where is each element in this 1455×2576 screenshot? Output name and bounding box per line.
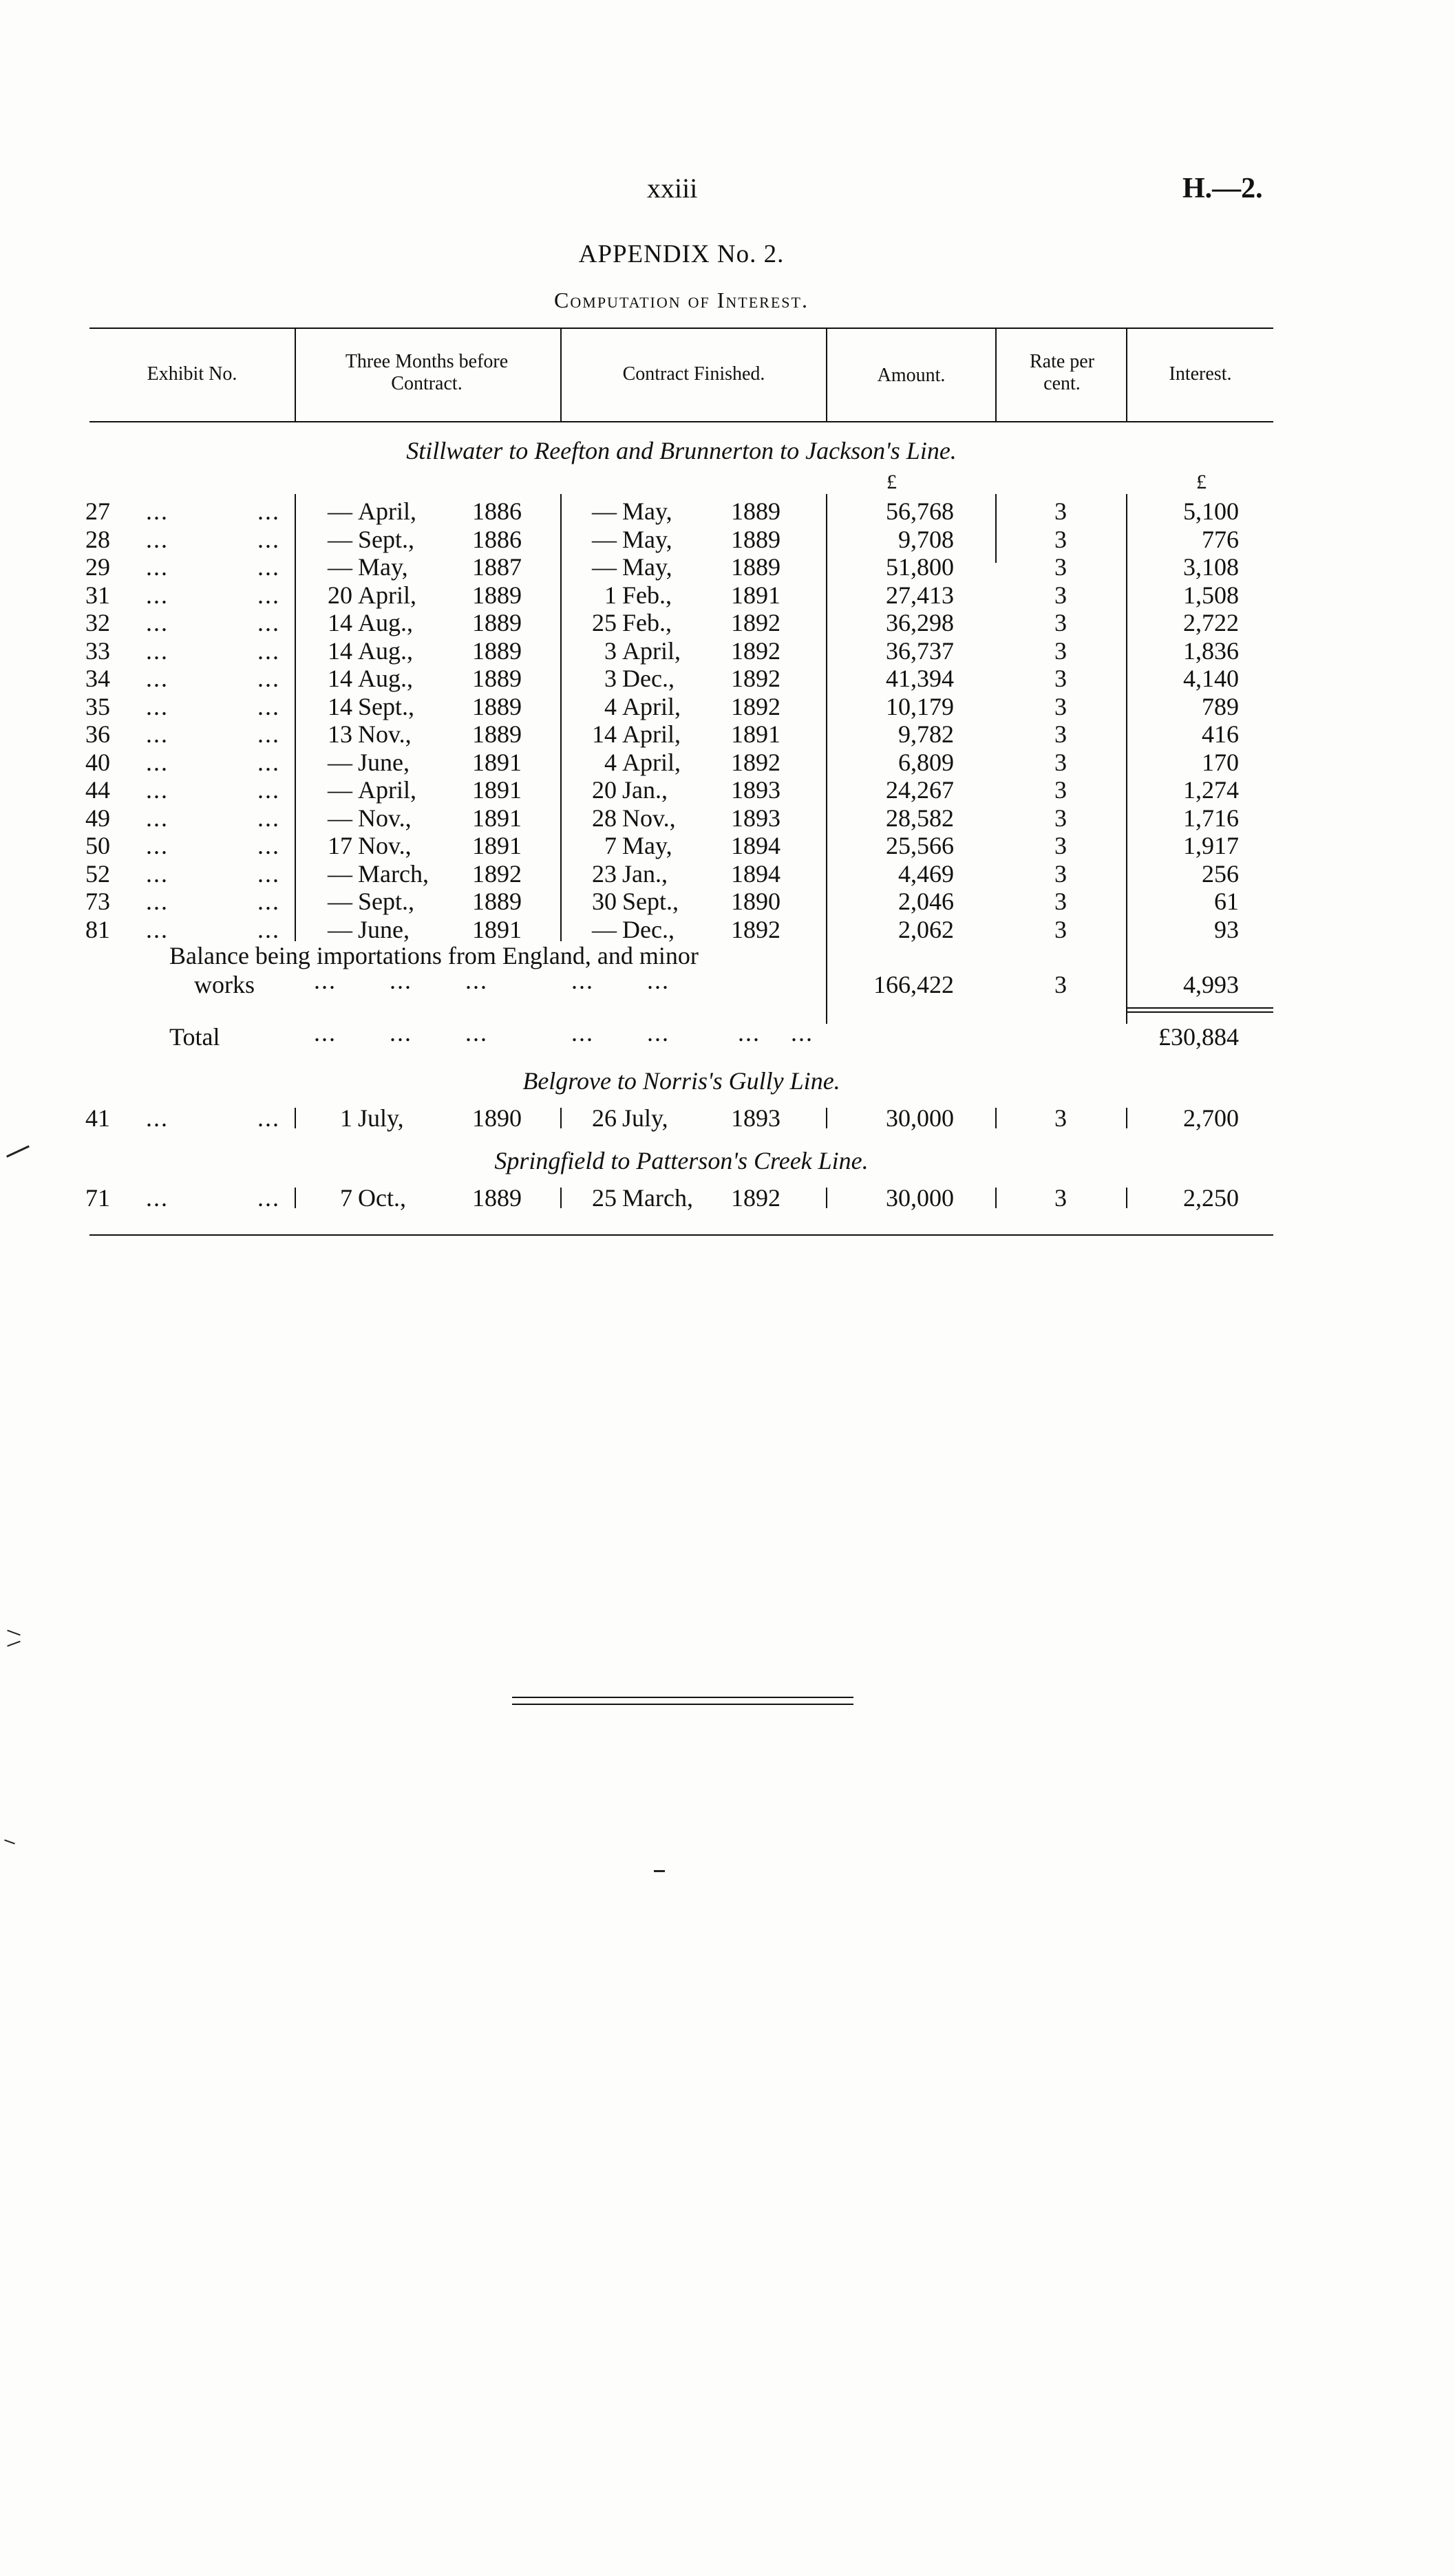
start-year: 1891 [472,804,522,832]
balance-interest: 4,993 [1183,971,1239,998]
end-year: 1893 [731,776,780,804]
amount-value: 30,000 [886,1104,954,1132]
exhibit-number: 52 [85,859,110,888]
start-year: 1891 [472,915,522,943]
start-year: 1890 [472,1104,522,1132]
rate-value: 3 [1054,581,1067,609]
header-contract-finished: Contract Finished. [622,363,765,385]
start-day: — [328,497,352,525]
end-month: April, [622,636,681,665]
end-month: May, [622,832,672,859]
exhibit-number: 41 [85,1104,110,1132]
rate-value: 3 [1054,915,1067,943]
start-day: 20 [328,581,352,609]
exhibit-number: 71 [85,1184,110,1212]
leader-dots: ... [146,804,169,832]
end-day: 20 [592,776,617,804]
page-number: xxiii [647,173,698,204]
leader-dots: ... [257,832,280,859]
rate-value: 3 [1054,888,1067,915]
end-month: July, [622,1104,668,1132]
end-month: April, [622,692,681,720]
amount-value: 25,566 [886,832,954,859]
column-rule [295,494,296,941]
section-title: Belgrove to Norris's Gully Line. [522,1067,840,1095]
table-bottom-rule [89,1234,1273,1236]
amount-value: 56,768 [886,497,954,525]
leader-dots: ... [257,748,280,776]
header-divider [295,329,296,421]
start-day: — [328,748,352,776]
exhibit-number: 32 [85,609,110,636]
amount-value: 36,298 [886,609,954,636]
interest-value: 93 [1214,915,1239,943]
interest-value: 170 [1202,748,1239,776]
start-month: Aug., [358,636,413,665]
leader-dots: ... [146,609,169,636]
end-month: Dec., [622,665,675,692]
start-year: 1891 [472,832,522,859]
end-month: April, [622,748,681,776]
scan-mark [654,1870,665,1872]
end-month: Jan., [622,776,668,804]
start-month: Oct., [358,1184,406,1212]
balance-rate: 3 [1054,971,1067,998]
end-day: 4 [604,692,617,720]
end-month: May, [622,497,672,525]
exhibit-number: 49 [85,804,110,832]
exhibit-number: 40 [85,748,110,776]
leader-dots: ... [146,888,169,915]
start-day: — [328,776,352,804]
start-year: 1889 [472,692,522,720]
end-day: 1 [604,581,617,609]
interest-value: 2,250 [1183,1184,1239,1212]
end-month: Jan., [622,859,668,888]
amount-value: 9,782 [898,720,954,748]
amount-value: 36,737 [886,636,954,665]
leader-dots: ... [146,748,169,776]
start-month: Sept., [358,888,415,915]
rate-value: 3 [1054,553,1067,581]
end-day: 4 [604,748,617,776]
leader-dots: ... [257,776,280,804]
start-day: — [328,553,352,581]
amount-value: 28,582 [886,804,954,832]
end-year: 1889 [731,497,780,525]
header-divider [995,329,997,421]
end-year: 1894 [731,832,780,859]
leader-dots: ... [146,832,169,859]
amount-value: 10,179 [886,692,954,720]
start-year: 1887 [472,553,522,581]
interest-value: 5,100 [1183,497,1239,525]
rate-value: 3 [1054,804,1067,832]
amount-value: 9,708 [898,525,954,553]
rate-value: 3 [1054,1104,1067,1132]
exhibit-number: 31 [85,581,110,609]
interest-currency-symbol: £ [1196,471,1207,493]
cell-separator [995,1188,997,1208]
end-year: 1892 [731,636,780,665]
leader-dots: ... [146,692,169,720]
start-day: 7 [340,1184,352,1212]
leader-dots: ... [257,553,280,581]
exhibit-number: 33 [85,636,110,665]
start-year: 1889 [472,581,522,609]
amount-value: 4,469 [898,859,954,888]
exhibit-number: 36 [85,720,110,748]
leader-dots: ... [146,859,169,888]
leader-dots: ... [257,1104,280,1132]
interest-value: 1,508 [1183,581,1239,609]
amount-value: 51,800 [886,553,954,581]
end-day: 3 [604,636,617,665]
interest-value: 789 [1202,692,1239,720]
end-day: 25 [592,1184,617,1212]
balance-amount: 166,422 [873,971,954,998]
amount-value: 2,046 [898,888,954,915]
start-year: 1891 [472,748,522,776]
rate-value: 3 [1054,776,1067,804]
amount-value: 6,809 [898,748,954,776]
end-day: — [592,915,617,943]
leader-dots: ... [257,692,280,720]
cell-separator [826,1188,827,1208]
end-year: 1893 [731,1104,780,1132]
start-day: — [328,888,352,915]
start-day: 13 [328,720,352,748]
table-top-rule [89,328,1273,329]
balance-text: Balance being importations from England, and minor [169,942,699,969]
start-month: Nov., [358,720,412,748]
leader-dots: ... [257,609,280,636]
start-year: 1889 [472,1184,522,1212]
start-year: 1891 [472,776,522,804]
interest-value: 776 [1202,525,1239,553]
end-day: 30 [592,888,617,915]
balance-works: works [194,971,255,998]
start-month: Nov., [358,804,412,832]
end-year: 1892 [731,1184,780,1212]
leader-dots: ... [146,581,169,609]
leader-dots: ... [146,665,169,692]
end-day: — [592,553,617,581]
cell-separator [826,1108,827,1128]
start-year: 1889 [472,636,522,665]
end-year: 1889 [731,525,780,553]
rate-value: 3 [1054,720,1067,748]
end-month: May, [622,553,672,581]
interest-value: 2,722 [1183,609,1239,636]
start-day: 17 [328,832,352,859]
interest-value: 1,716 [1183,804,1239,832]
start-month: June, [358,748,410,776]
cell-separator [1126,1188,1127,1208]
total-interest: £30,884 [1158,1023,1239,1051]
leader-dots: ... ... ... ... ... [314,967,670,994]
end-day: — [592,497,617,525]
cell-separator [295,1108,296,1128]
interest-value: 2,700 [1183,1104,1239,1132]
end-year: 1893 [731,804,780,832]
interest-value: 256 [1202,859,1239,888]
end-year: 1892 [731,748,780,776]
end-day: — [592,525,617,553]
cell-separator [295,1188,296,1208]
leader-dots: ... [257,581,280,609]
leader-dots: ... [257,859,280,888]
double-rule [512,1704,853,1705]
end-day: 26 [592,1104,617,1132]
start-day: 14 [328,692,352,720]
start-day: — [328,525,352,553]
amount-value: 2,062 [898,915,954,943]
end-day: 25 [592,609,617,636]
exhibit-number: 50 [85,832,110,859]
start-year: 1886 [472,525,522,553]
exhibit-number: 34 [85,665,110,692]
end-year: 1892 [731,665,780,692]
end-year: 1890 [731,888,780,915]
end-year: 1889 [731,553,780,581]
exhibit-number: 81 [85,915,110,943]
section-title: Stillwater to Reefton and Brunnerton to Jackson's Line. [406,437,957,464]
scan-mark [4,1839,15,1844]
total-rule [1126,1011,1273,1013]
exhibit-number: 29 [85,553,110,581]
document-code: H.—2. [1182,173,1263,204]
end-day: 14 [592,720,617,748]
rate-value: 3 [1054,609,1067,636]
end-month: May, [622,525,672,553]
cell-separator [1126,1108,1127,1128]
interest-value: 1,274 [1183,776,1239,804]
header-three-months: Three Months before Contract. [345,351,509,394]
start-day: 14 [328,636,352,665]
leader-dots: ... ... ... ... ... ... ... [314,1019,814,1046]
scan-mark [7,1641,20,1647]
exhibit-number: 35 [85,692,110,720]
end-month: March, [622,1184,693,1212]
start-month: April, [358,776,416,804]
leader-dots: ... [257,1184,280,1212]
rate-value: 3 [1054,832,1067,859]
leader-dots: ... [146,525,169,553]
total-rule [1126,1007,1273,1009]
end-month: Sept., [622,888,679,915]
end-month: Feb., [622,581,672,609]
rate-value: 3 [1054,692,1067,720]
column-rule [560,494,562,941]
leader-dots: ... [257,665,280,692]
end-day: 23 [592,859,617,888]
leader-dots: ... [146,776,169,804]
start-month: Nov., [358,832,412,859]
header-interest: Interest. [1169,363,1232,385]
end-month: Feb., [622,609,672,636]
start-month: Aug., [358,665,413,692]
end-day: 7 [604,832,617,859]
section-title: Springfield to Patterson's Creek Line. [494,1147,869,1174]
rate-value: 3 [1054,497,1067,525]
start-month: April, [358,581,416,609]
amount-value: 30,000 [886,1184,954,1212]
appendix-title: APPENDIX No. 2. [578,240,785,268]
start-month: May, [358,553,408,581]
interest-value: 4,140 [1183,665,1239,692]
leader-dots: ... [257,525,280,553]
rate-value: 3 [1054,665,1067,692]
header-rate: Rate per cent. [1029,351,1095,394]
interest-value: 1,836 [1183,636,1239,665]
amount-value: 24,267 [886,776,954,804]
interest-value: 416 [1202,720,1239,748]
start-day: — [328,915,352,943]
leader-dots: ... [146,915,169,943]
leader-dots: ... [146,1184,169,1212]
total-label: Total [169,1023,220,1051]
leader-dots: ... [257,804,280,832]
end-day: 3 [604,665,617,692]
start-day: 1 [340,1104,352,1132]
end-year: 1891 [731,581,780,609]
rate-value: 3 [1054,1184,1067,1212]
start-year: 1889 [472,720,522,748]
start-month: Aug., [358,609,413,636]
leader-dots: ... [146,1104,169,1132]
end-year: 1892 [731,609,780,636]
header-bottom-rule [89,421,1273,422]
exhibit-number: 27 [85,497,110,525]
end-month: Nov., [622,804,676,832]
rate-value: 3 [1054,859,1067,888]
header-amount: Amount. [877,365,946,386]
cell-separator [560,1108,562,1128]
leader-dots: ... [146,720,169,748]
leader-dots: ... [257,497,280,525]
start-month: April, [358,497,416,525]
start-month: Sept., [358,692,415,720]
end-day: 28 [592,804,617,832]
cell-separator [995,1108,997,1128]
start-year: 1889 [472,888,522,915]
exhibit-number: 28 [85,525,110,553]
interest-value: 1,917 [1183,832,1239,859]
interest-value: 61 [1214,888,1239,915]
leader-dots: ... [257,636,280,665]
start-year: 1886 [472,497,522,525]
leader-dots: ... [146,497,169,525]
double-rule [512,1697,853,1698]
end-year: 1892 [731,915,780,943]
start-month: June, [358,915,410,943]
end-month: April, [622,720,681,748]
rate-value: 3 [1054,748,1067,776]
end-month: Dec., [622,915,675,943]
scan-mark [7,1630,20,1636]
leader-dots: ... [146,553,169,581]
header-exhibit: Exhibit No. [147,363,237,385]
start-day: 14 [328,665,352,692]
end-year: 1891 [731,720,780,748]
amount-value: 27,413 [886,581,954,609]
start-day: — [328,804,352,832]
start-day: — [328,859,352,888]
exhibit-number: 44 [85,776,110,804]
amount-value: 41,394 [886,665,954,692]
amount-currency-symbol: £ [886,471,897,493]
leader-dots: ... [257,888,280,915]
rate-value: 3 [1054,636,1067,665]
start-month: Sept., [358,525,415,553]
start-month: March, [358,859,429,888]
leader-dots: ... [257,915,280,943]
computation-title: Computation of Interest. [554,288,809,312]
exhibit-number: 73 [85,888,110,915]
start-day: 14 [328,609,352,636]
start-year: 1889 [472,665,522,692]
interest-value: 3,108 [1183,553,1239,581]
end-year: 1892 [731,692,780,720]
start-month: July, [358,1104,404,1132]
leader-dots: ... [257,720,280,748]
cell-separator [560,1188,562,1208]
start-year: 1892 [472,859,522,888]
start-year: 1889 [472,609,522,636]
end-year: 1894 [731,859,780,888]
rate-value: 3 [1054,525,1067,553]
leader-dots: ... [146,636,169,665]
